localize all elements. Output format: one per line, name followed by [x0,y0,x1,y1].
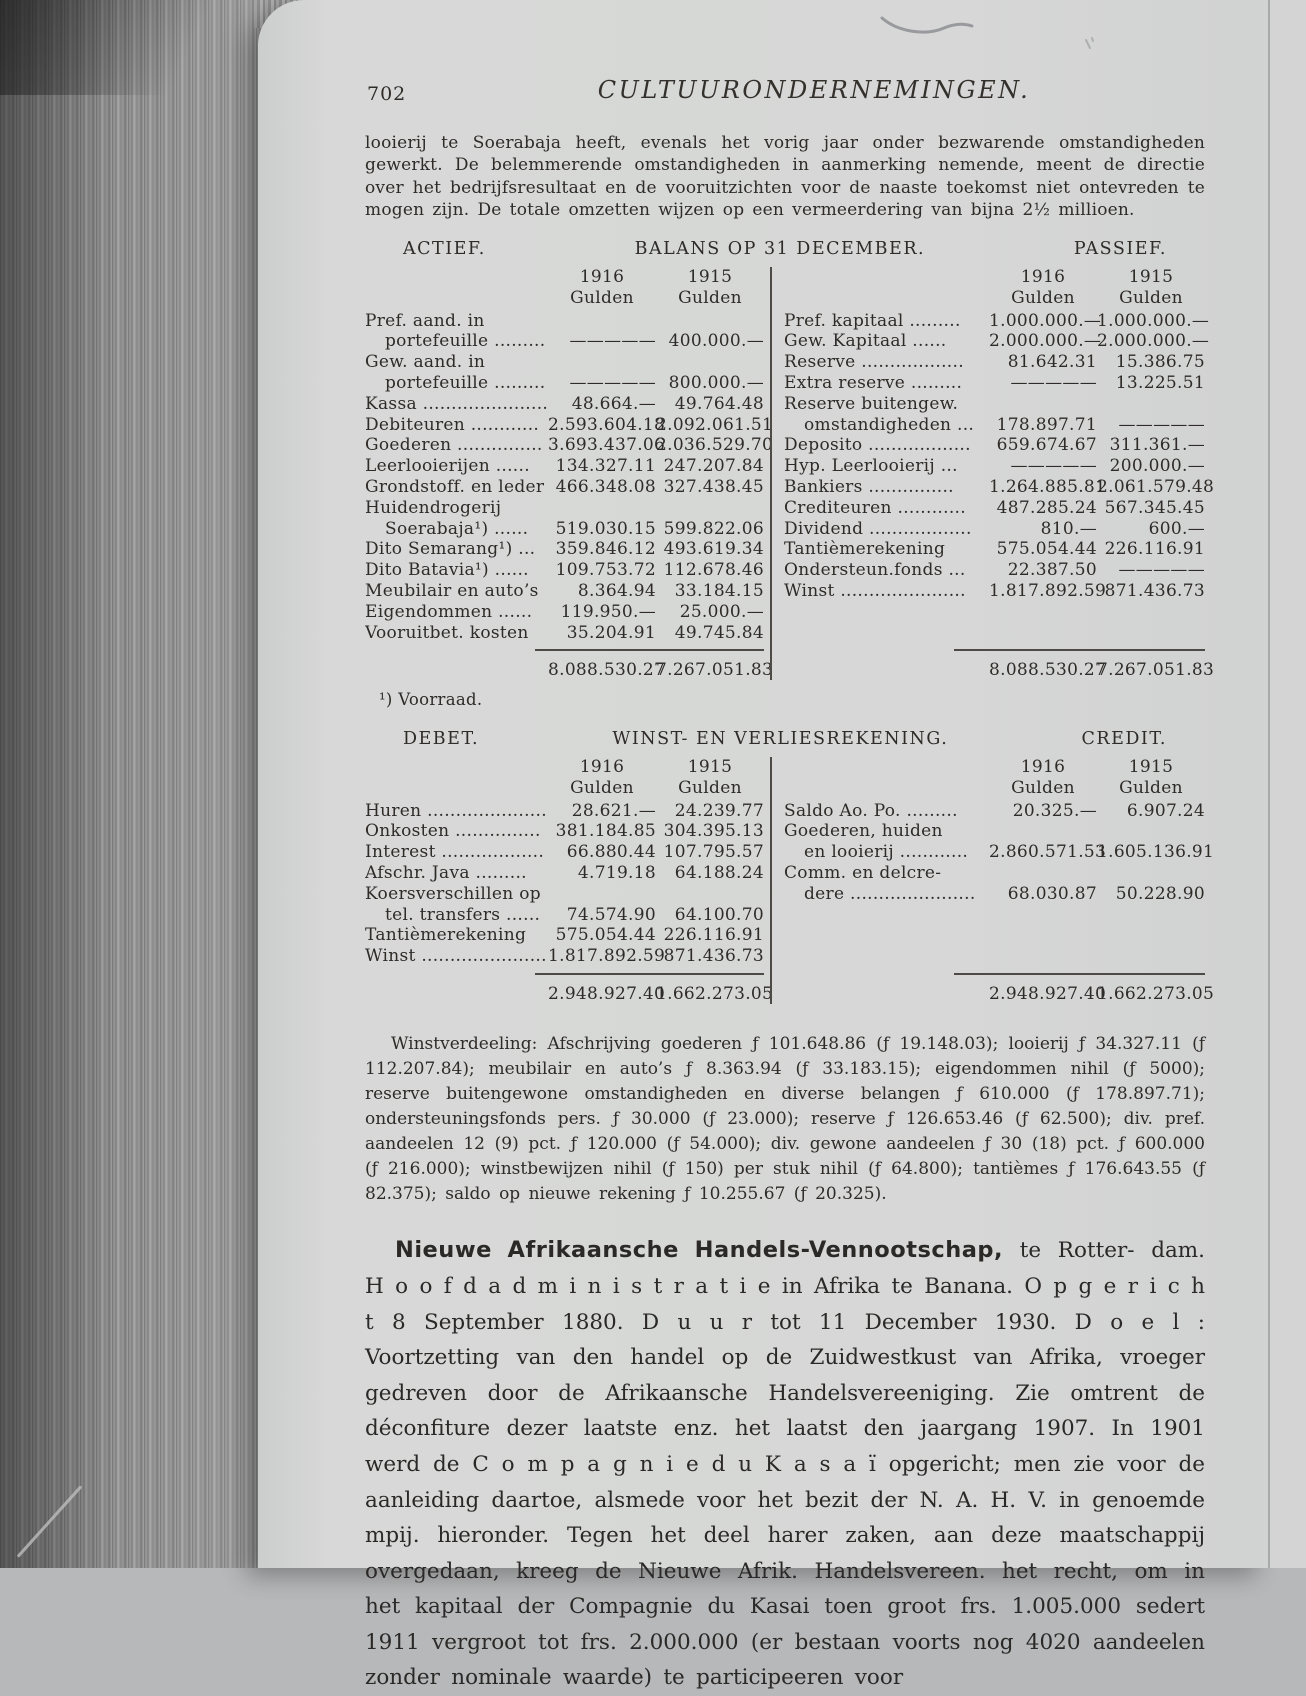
table-row [365,863,764,884]
table-row [365,925,764,946]
value-1916: ————— [569,372,656,393]
value-1915: 600.— [1148,518,1205,539]
table-row [784,519,1205,540]
row-label: tel. transfers ...... [385,904,541,925]
actief-header: ACTIEF. [403,239,486,260]
value-1915: 871.436.73 [663,946,764,967]
value-1916: 575.054.44 [555,925,656,946]
row-label: Ondersteun.fonds ... [784,560,966,581]
value-1915: 226.116.91 [663,925,764,946]
row-label-line1: Comm. en delcre- [784,862,942,883]
value-1916: 109.753.72 [555,560,656,581]
credit-total-row [954,973,1215,1005]
table-row [365,821,764,842]
value-1916: 466.348.08 [555,476,656,497]
table-row [784,394,1205,436]
table-row [365,311,764,353]
year-1915: 1915 [687,756,733,777]
debet-column [365,756,774,1004]
row-label: Dito Semarang¹) ... [365,539,536,560]
value-1916: 1.000.000.— [989,310,1102,331]
total-1915: 1.662.273.05 [656,983,774,1004]
value-1916: 659.674.67 [996,435,1097,456]
table-row [784,476,1215,498]
total-1916: 8.088.530.27 [989,659,1107,680]
row-label: Debiteuren ............ [365,414,540,435]
value-1915: 200.000.— [1109,456,1205,477]
table-row [784,560,1205,581]
row-label: Leerlooierijen ...... [365,456,530,477]
total-1915: 7.267.051.83 [656,659,774,680]
intro-paragraph: looierij te Soerabaja heeft, evenals het vorig jaar onder bezwarende omstandigheden gewerkt. De belemmerende omstandigheden in aanmerking nemende, meent de directie over het bedrijfsresultaat en de vooruitzichten voor de naaste toekomst niet ontevreden te mogen zijn. De totale omzetten wijzen op een vermeerdering van bijna 2½ millioen. [365,133,1205,220]
value-1916: 74.574.90 [566,904,656,925]
pen-squiggle-icon [868,2,1118,58]
row-label: Vooruitbet. kosten [365,622,529,643]
value-1916: 81.642.31 [1007,352,1097,373]
row-label: portefeuille ......... [385,331,546,352]
table-row [365,477,764,498]
table-row [365,842,764,863]
total-1916: 2.948.927.40 [989,983,1107,1004]
actief-total-row [535,649,774,681]
value-1915: 49.745.84 [674,622,764,643]
table-row [365,435,774,456]
row-label: Onkosten ............... [365,821,541,842]
total-1916: 8.088.530.27 [548,659,666,680]
value-1915: 871.436.73 [1104,580,1205,601]
company-body-text: dam. H o o f d a d m i n i s t r a t i e in Afrika te Banana. O p g e r i c h t 8 September 1880. D u u r tot 11 December 1930. D o e l : Voortzetting van den handel op de Zuidwestkust van Afrika, vroeger gedreven door de Afrikaansche Handelsvereeniging. Zie omtrent de déconfiture dezer laatste enz. het laatst den jaargang 1907. In 1901 werd de C o m p a g n i e d u K a s a ï opgericht; men zie voor de aanleiding daartoe, alsmede voor het bezit der N. A. H. V. in genoemde mpij. hieronder. Tegen het deel harer zaken, aan deze maatschappij overgedaan, kreeg de Nieuwe Afrik. Handelsvereen. het recht, om in het kapitaal der Compagnie du Kasai toen groot frs. 1.005.000 sedert 1911 vergroot tot frs. 2.000.000 (er bestaan voorts nog 4020 aandeelen zonder nominale waarde) te participeeren voor [365,1238,1206,1691]
row-label-line1: Huidendrogerij [365,497,502,518]
unit-gulden: Gulden [1011,287,1075,308]
value-1915: 6.907.24 [1126,800,1205,821]
row-label: Hyp. Leerlooierij ... [784,456,958,477]
value-1915: 2.000.000.— [1097,331,1210,352]
row-label-line1: Pref. aand. in [365,310,485,331]
row-label: Goederen ............... [365,435,543,456]
value-1915: 327.438.45 [663,476,764,497]
value-1916: 22.387.50 [1007,560,1097,581]
row-label: Tantièmerekening [784,539,946,560]
year-1916: 1916 [1020,266,1066,287]
value-1915: 25.000.— [679,601,764,622]
table-row [365,602,764,623]
row-label: dere ...................... [804,883,976,904]
table-row [365,581,764,602]
value-1916: 8.364.94 [577,580,656,601]
scan-corner-shadow [0,0,250,95]
row-label: Dito Batavia¹) ...... [365,560,529,581]
table-row [365,801,764,822]
table-row [784,352,1205,373]
year-1915: 1915 [1128,266,1174,287]
value-1915: 247.207.84 [663,456,764,477]
value-1916: 381.184.85 [555,821,656,842]
value-1915: 107.795.57 [663,842,764,863]
table-row [365,946,764,967]
table-row [365,539,764,560]
balance-title: BALANS OP 31 DECEMBER. [634,239,926,260]
value-1915: ————— [1118,414,1205,435]
value-1916: ————— [569,331,656,352]
value-1916: 2.000.000.— [989,331,1102,352]
row-label: Meubilair en auto’s [365,580,539,601]
value-1916: 1.817.892.59 [989,580,1107,601]
credit-unit-headers [784,778,1205,799]
value-1915: 13.225.51 [1115,372,1205,393]
value-1915: 1.000.000.— [1097,310,1210,331]
credit-year-headers [784,757,1205,778]
balance-footnote: ¹) Voorraad. [379,690,483,710]
value-1915: 567.345.45 [1104,497,1205,518]
row-label: Afschr. Java ......... [365,862,527,883]
unit-gulden: Gulden [1011,777,1075,798]
passief-header: PASSIEF. [1073,239,1167,260]
table-row [365,560,764,581]
value-1916: 1.817.892.59 [548,946,666,967]
table-row [784,863,1205,905]
row-label: Extra reserve ......... [784,372,963,393]
value-1916: 119.950.— [560,601,656,622]
debet-year-headers [365,757,764,778]
row-label: Deposito .................. [784,435,971,456]
profit-loss-statement [365,729,1215,1004]
row-label: Grondstoff. en leder [365,476,545,497]
table-row [365,498,764,540]
row-label: Eigendommen ...... [365,601,533,622]
value-1915: 15.386.75 [1115,352,1205,373]
book-page-stack-edge [0,0,300,1568]
row-label: omstandigheden ... [804,414,975,435]
table-row [784,435,1205,456]
debet-header: DEBET. [403,729,480,750]
unit-gulden: Gulden [678,287,742,308]
value-1916: 134.327.11 [555,456,656,477]
value-1915: 112.678.46 [663,560,764,581]
passief-unit-headers [784,288,1205,309]
unit-gulden: Gulden [1119,287,1183,308]
credit-column [770,756,1215,1004]
row-label: Winst ...................... [365,946,547,967]
balance-columns [365,266,1215,680]
passief-column [770,266,1215,680]
running-title: CULTUURONDERNEMINGEN. [597,76,1031,104]
balance-section-header [365,239,1205,260]
row-label-line1: Reserve buitengew. [784,393,959,414]
value-1915: 400.000.— [668,331,764,352]
total-1915: 7.267.051.83 [1097,659,1215,680]
pnl-columns [365,756,1215,1004]
row-label-line1: Koersverschillen op [365,883,541,904]
row-label: Interest .................. [365,842,545,863]
row-label-line1: Goederen, huiden [784,821,943,842]
value-1915: 33.184.15 [674,580,764,601]
value-1916: 487.285.24 [996,497,1097,518]
pnl-title: WINST- EN VERLIESREKENING. [612,729,949,750]
table-row [784,331,1210,352]
value-1915: 64.188.24 [674,862,764,883]
table-row [784,310,1210,332]
table-row [784,821,1215,863]
company-name-continuation: te Rotter- [1003,1238,1135,1264]
row-label-line1: Gew. aand. in [365,352,486,373]
value-1915: ————— [1118,560,1205,581]
page-header [365,76,1205,110]
value-1915: 599.822.06 [663,518,764,539]
table-row [784,456,1205,477]
value-1916: 48.664.— [571,393,656,414]
value-1916: ————— [1010,372,1097,393]
actief-unit-headers [365,288,764,309]
total-1915: 1.662.273.05 [1097,983,1215,1004]
company-entry-paragraph [365,1233,1205,1696]
value-1915: 2.092.061.51 [656,414,774,435]
credit-rows [784,800,1215,968]
total-1916: 2.948.927.40 [548,983,666,1004]
value-1915: 226.116.91 [1104,539,1205,560]
unit-gulden: Gulden [570,287,634,308]
actief-rows [365,310,774,644]
table-row [365,884,764,926]
value-1916: 20.325.— [1012,800,1097,821]
year-1916: 1916 [579,266,625,287]
table-row [365,414,774,436]
table-row [365,623,764,644]
table-row [365,456,764,477]
value-1915: 311.361.— [1109,435,1205,456]
table-row [784,801,1205,822]
table-row [365,394,764,415]
value-1915: 1.605.136.91 [1097,842,1215,863]
value-1915: 304.395.13 [663,821,764,842]
balance-sheet [365,239,1215,711]
row-label: Dividend .................. [784,518,972,539]
passief-rows [784,310,1215,644]
value-1916: 519.030.15 [555,518,656,539]
year-1915: 1915 [687,266,733,287]
row-label: Soerabaja¹) ...... [385,518,529,539]
next-page-edge [1268,0,1306,1568]
year-1916: 1916 [1020,756,1066,777]
table-row [784,539,1205,560]
row-label: portefeuille ......... [385,372,546,393]
table-row [784,373,1205,394]
passief-total-row [954,649,1215,681]
value-1916: 575.054.44 [996,539,1097,560]
company-name: Nieuwe Afrikaansche Handels-Vennootschap, [395,1237,1004,1264]
value-1916: 1.264.885.81 [989,476,1107,497]
value-1916: 66.880.44 [566,842,656,863]
table-row [784,581,1205,602]
printed-page-content [365,76,1215,1696]
value-1915: 2.036.529.70 [656,435,774,456]
row-label: Crediteuren ............ [784,497,966,518]
value-1916: 178.897.71 [996,414,1097,435]
year-1915: 1915 [1128,756,1174,777]
row-label: Saldo Ao. Po. ......... [784,800,958,821]
value-1916: ————— [1010,456,1097,477]
pnl-section-header [365,729,1205,750]
value-1915: 24.239.77 [674,800,764,821]
row-label: Gew. Kapitaal ...... [784,331,947,352]
actief-column [365,266,774,680]
unit-gulden: Gulden [570,777,634,798]
value-1915: 800.000.— [668,372,764,393]
row-label: Tantièmerekening [365,925,527,946]
actief-year-headers [365,267,764,288]
row-label: Kassa ...................... [365,393,548,414]
unit-gulden: Gulden [678,777,742,798]
value-1915: 49.764.48 [674,393,764,414]
value-1916: 28.621.— [571,800,656,821]
debet-rows [365,801,764,968]
winstverdeeling-paragraph: Winstverdeeling: Afschrijving goederen ƒ 101.648.86 (ƒ 19.148.03); looierij ƒ 34.327.11 (ƒ 112.207.84); meubilair en auto’s ƒ 8.363.94 (ƒ 33.183.15); eigendommen nihil (ƒ 5000); reserve buitengewone omstandigheden en diverse belangen ƒ 610.000 (ƒ 178.897.71); ondersteuningsfonds pers. ƒ 30.000 (ƒ 23.000); reserve ƒ 126.653.46 (ƒ 62.500); div. pref. aandeelen 12 (9) pct. ƒ 120.000 (ƒ 54.000); div. gewone aandeelen ƒ 30 (18) pct. ƒ 600.000 (ƒ 216.000); winstbewijzen nihil (ƒ 150) per stuk nihil (ƒ 64.800); tantièmes ƒ 176.643.55 (ƒ 82.375); saldo op nieuwe rekening ƒ 10.255.67 (ƒ 20.325). [365,1034,1205,1205]
value-1915: 50.228.90 [1115,883,1205,904]
value-1915: 493.619.34 [663,539,764,560]
table-row [784,498,1205,519]
value-1916: 68.030.87 [1007,883,1097,904]
value-1916: 810.— [1040,518,1097,539]
row-label: Pref. kapitaal ......... [784,310,961,331]
row-label: en looierij ............ [804,842,969,863]
passief-year-headers [784,267,1205,288]
row-label: Huren ..................... [365,800,547,821]
row-label: Bankiers ............... [784,476,954,497]
page-number: 702 [367,83,407,105]
year-1916: 1916 [579,756,625,777]
value-1916: 359.846.12 [555,539,656,560]
row-label: Reserve .................. [784,352,964,373]
debet-total-row [535,973,774,1005]
credit-header: CREDIT. [1081,729,1167,750]
row-label: Winst ...................... [784,580,966,601]
value-1916: 2.860.571.53 [989,842,1107,863]
value-1915: 64.100.70 [674,904,764,925]
book-page [258,0,1268,1691]
value-1915: 2.061.579.48 [1097,476,1215,497]
unit-gulden: Gulden [1119,777,1183,798]
value-1916: 2.593.604.18 [548,414,666,435]
value-1916: 35.204.91 [566,622,656,643]
value-1916: 3.693.437.06 [548,435,666,456]
table-row [365,352,764,394]
value-1916: 4.719.18 [577,862,656,883]
debet-unit-headers [365,778,764,799]
